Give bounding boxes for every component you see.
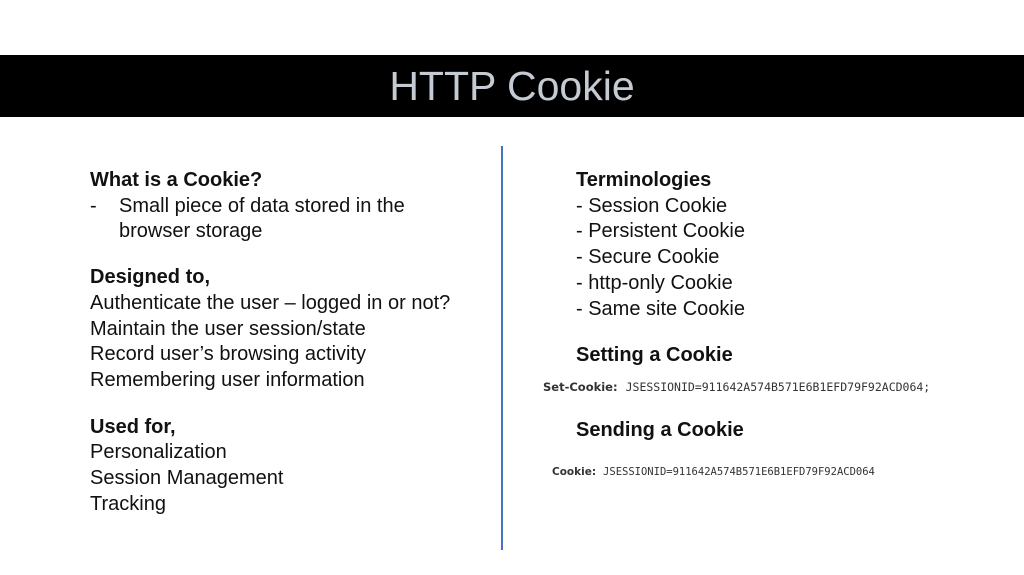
spacer xyxy=(90,394,490,415)
used-item: Tracking xyxy=(90,492,166,515)
setting-heading: Setting a Cookie xyxy=(576,344,733,367)
cookie-header xyxy=(552,466,875,478)
bullet-line-1: Small piece of data stored in the xyxy=(119,194,405,217)
terminology-item: - Same site Cookie xyxy=(576,297,745,320)
designed-heading: Designed to, xyxy=(90,266,211,289)
set-cookie-header xyxy=(543,380,930,394)
spacer xyxy=(576,322,996,343)
title-bar xyxy=(0,55,1024,117)
what-heading: What is a Cookie? xyxy=(90,169,263,191)
spacer xyxy=(90,245,490,265)
sending-heading: Sending a Cookie xyxy=(576,419,744,441)
column-divider xyxy=(501,146,503,550)
terminology-item: - Secure Cookie xyxy=(576,246,720,269)
designed-item: Maintain the user session/state xyxy=(90,317,366,340)
designed-item: Authenticate the user – logged in or not? xyxy=(90,291,451,314)
bullet-text xyxy=(119,194,405,245)
left-column xyxy=(90,168,490,517)
terminology-item: - Session Cookie xyxy=(576,194,728,217)
cookie-label: Cookie: xyxy=(552,466,597,478)
used-item: Personalization xyxy=(90,441,227,464)
terminology-item: - http-only Cookie xyxy=(576,271,733,294)
set-cookie-label: Set-Cookie: xyxy=(543,380,618,394)
set-cookie-value: JSESSIONID=911642A574B571E6B1EFD79F92ACD064; xyxy=(625,380,931,394)
bullet-line-2: browser storage xyxy=(119,220,263,243)
right-column xyxy=(576,168,996,369)
designed-item: Remembering user information xyxy=(90,368,365,391)
used-item: Session Management xyxy=(90,467,284,490)
terminologies-heading: Terminologies xyxy=(576,169,712,191)
bullet-marker: - xyxy=(90,194,97,217)
sending-block xyxy=(576,418,996,444)
terminology-item: - Persistent Cookie xyxy=(576,220,745,243)
used-heading: Used for, xyxy=(90,415,176,438)
designed-item: Record user’s browsing activity xyxy=(90,343,367,366)
slide-title: HTTP Cookie xyxy=(389,63,635,109)
cookie-value: JSESSIONID=911642A574B571E6B1EFD79F92ACD064 xyxy=(603,466,875,478)
what-bullet xyxy=(90,194,490,245)
